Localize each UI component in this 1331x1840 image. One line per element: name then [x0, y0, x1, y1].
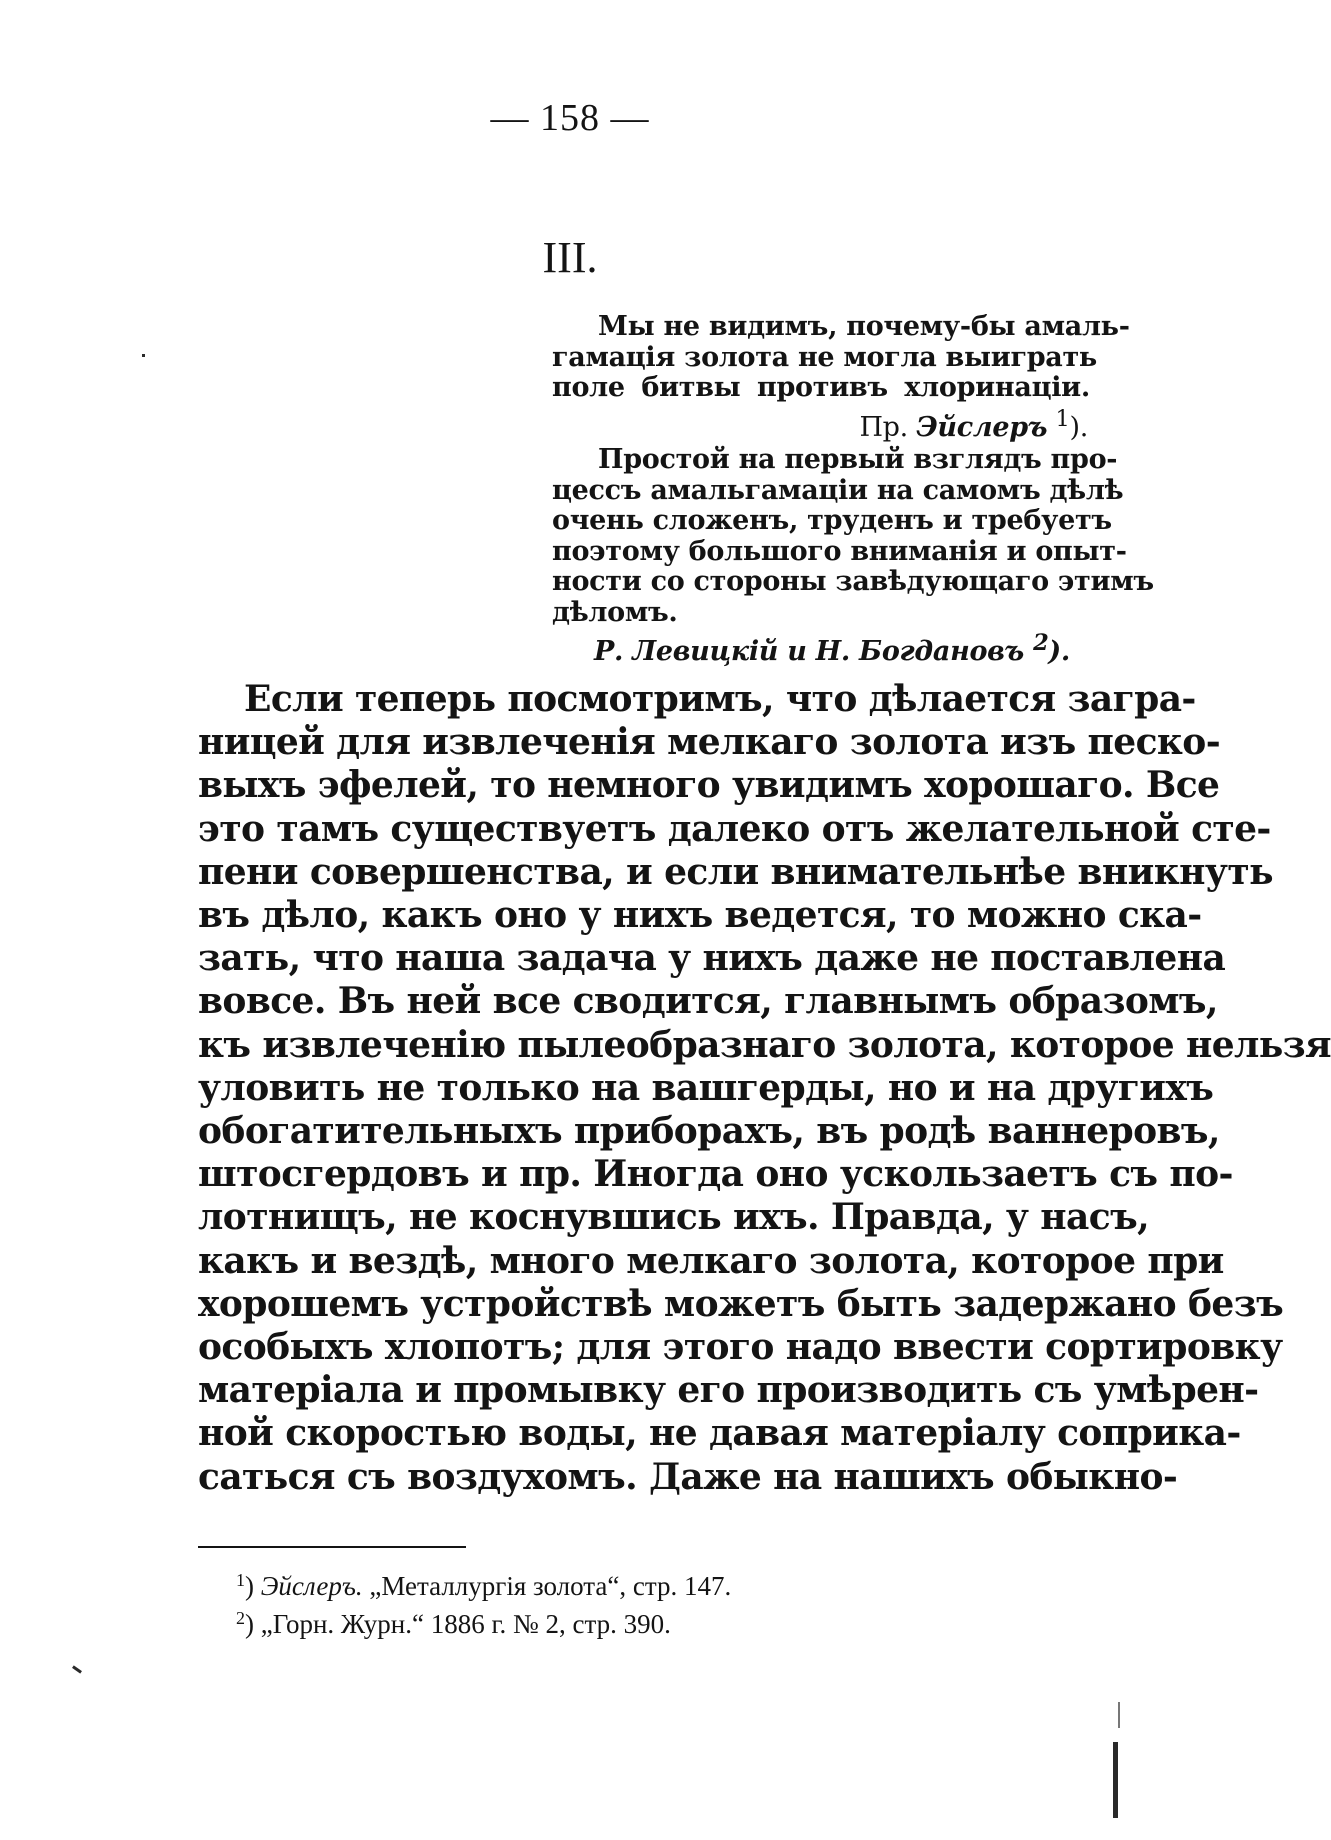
epigraph-line: поэтому большого вниманія и опыт- [552, 535, 1127, 567]
author-name: Р. Левицкій и Н. Богдановъ [594, 636, 1024, 667]
epigraph-line: гамація золота не могла выиграть [552, 341, 1097, 373]
body-line: это тамъ существуетъ далеко отъ желательной сте- [198, 807, 1271, 850]
body-line: вовсе. Въ ней все сводится, главнымъ образомъ, [198, 980, 1218, 1023]
body-text [198, 678, 1331, 1499]
body-line: саться съ воздухомъ. Даже на нашихъ обыкно- [198, 1455, 1178, 1498]
footnote-rule [198, 1546, 466, 1548]
footnote-ref: 1 [1055, 405, 1070, 432]
footnote-mark-close: ) [245, 1609, 254, 1639]
footnote-1 [236, 1564, 996, 1602]
body-line: особыхъ хлопотъ; для этого надо ввести сортировку [198, 1326, 1283, 1369]
epigraph-author [552, 628, 1090, 668]
body-line: Если теперь посмотримъ, что дѣлается загра- [244, 678, 1196, 720]
epigraph-line: Простой на первый взглядъ про- [598, 444, 1118, 475]
body-line: ной скоростью воды, не давая матеріалу соприка- [198, 1412, 1241, 1455]
scan-speck [1118, 1702, 1120, 1728]
epigraph-author [552, 404, 1090, 444]
body-line: какъ и вездѣ, много мелкаго золота, которое при [198, 1239, 1224, 1282]
scan-speck [1113, 1742, 1118, 1818]
author-prefix: Пр. [859, 411, 908, 443]
epigraph-line: поле битвы противъ хлоринаціи. [552, 372, 1090, 403]
body-line: въ дѣло, какъ оно у нихъ ведется, то можно ска- [198, 894, 1202, 937]
epigraph-line: дѣломъ. [552, 596, 678, 628]
author-name: Эйслеръ [916, 411, 1048, 443]
epigraph-2 [552, 444, 1154, 668]
body-line: пени совершенства, и если внимательнѣе вникнуть [198, 850, 1273, 893]
footnote-mark-close: ) [245, 1571, 254, 1601]
footnotes [236, 1564, 996, 1640]
body-line: матеріала и промывку его производить съ умѣрен- [198, 1369, 1259, 1412]
author-suffix: ). [1069, 411, 1088, 443]
body-line: зать, что наша задача у нихъ даже не поставлена [198, 937, 1226, 980]
epigraph-line: Мы не видимъ, почему-бы амаль- [598, 311, 1130, 342]
footnote-mark: 2 [236, 1608, 245, 1628]
epigraph-line: очень сложенъ, труденъ и требуетъ [552, 505, 1112, 536]
footnote-mark: 1 [236, 1570, 245, 1590]
scan-speck [142, 354, 145, 357]
footnote-author: Эйслеръ. [260, 1571, 363, 1601]
page-number: — 158 — [490, 97, 650, 139]
footnote-2 [236, 1602, 996, 1640]
footnote-text: „Горн. Журн.“ 1886 г. № 2, стр. 390. [260, 1609, 671, 1639]
footnote-text: „Металлургія золота“, стр. 147. [362, 1571, 732, 1601]
body-line: уловить не только на вашгерды, но и на другихъ [198, 1066, 1214, 1109]
body-line: ницей для извлеченія мелкаго золота изъ песко- [198, 721, 1221, 764]
epigraph-line: цессъ амальгамаціи на самомъ дѣлѣ [552, 474, 1124, 506]
body-line: хорошемъ устройствѣ можетъ быть задержано безъ [198, 1282, 1284, 1325]
chapter-number: III. [542, 233, 598, 282]
author-suffix: ). [1048, 636, 1070, 667]
body-line: штосгердовъ и пр. Иногда оно ускользаетъ съ по- [198, 1153, 1233, 1196]
epigraphs [552, 311, 1154, 668]
body-line: лотнищъ, не коснувшись ихъ. Правда, у насъ, [198, 1196, 1150, 1239]
body-line: обогатительныхъ приборахъ, въ родѣ ваннеровъ, [198, 1110, 1220, 1153]
body-line: къ извлеченію пылеобразнаго золота, которое нельзя [198, 1023, 1331, 1066]
body-line: выхъ эфелей, то немного увидимъ хорошаго. Все [198, 764, 1220, 807]
epigraph-1 [552, 311, 1130, 443]
footnote-ref: 2 [1033, 630, 1049, 656]
epigraph-line: ности со стороны завѣдующаго этимъ [552, 566, 1154, 597]
scan-speck [72, 1665, 82, 1673]
